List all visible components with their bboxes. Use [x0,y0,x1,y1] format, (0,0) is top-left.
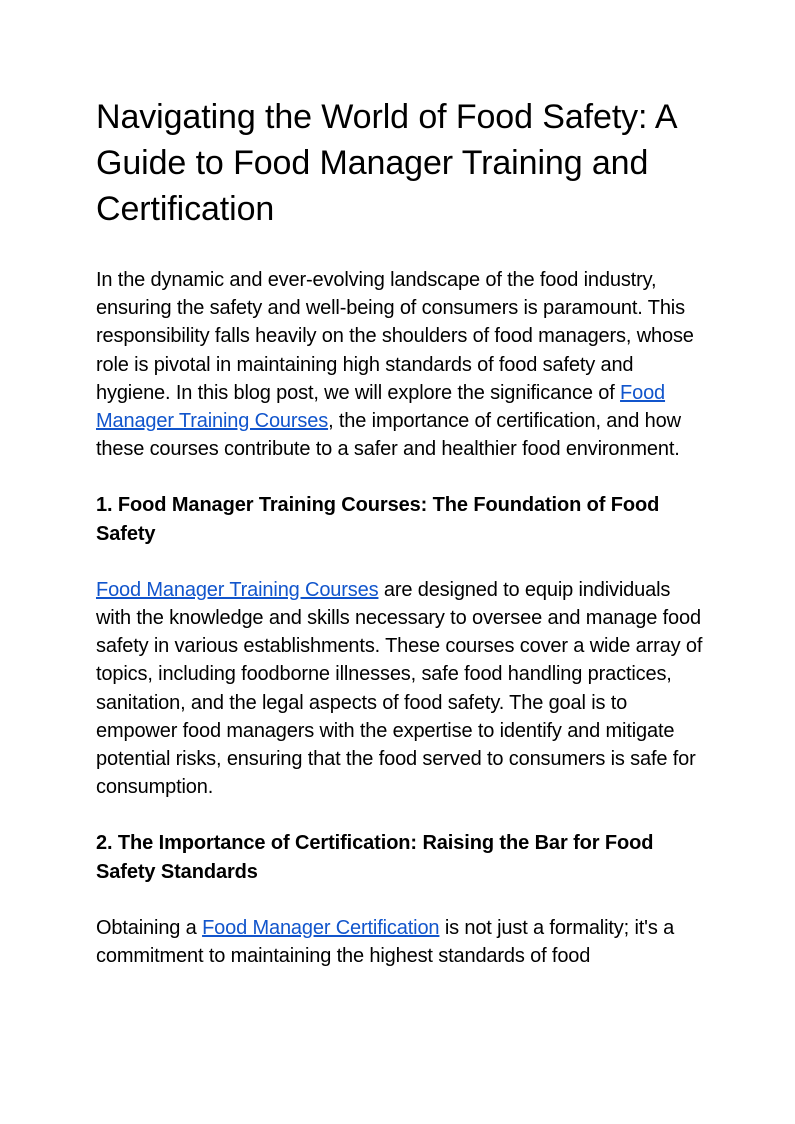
section-2-text-before-link: Obtaining a [96,916,203,939]
section-2-paragraph [96,914,706,970]
section-2-text-after-link: is not just a formality; it's a commitment to maintaining the highest standards of food [96,916,675,968]
section-1-text: are designed to equip individuals with the knowledge and skills necessary to oversee and manage food safety in various establishments. These courses cover a wide array of topics, including foodborne illnesses, safe food handling practices, sanitation, and the legal aspects of food safety. The goal is to empower food managers with the expertise to identify and mitigate potential risks, ensuring that the food served to consumers is safe for consumption. [96,578,703,799]
intro-text-before-link: In the dynamic and ever-evolving landscape of the food industry, ensuring the safety and well-being of consumers is paramount. This responsibility falls heavily on the shoulders of food managers, whose role is pivotal in maintaining high standards of food safety and hygiene. In this blog post, we will explore the significance of [96,269,694,404]
section-1-heading: 1. Food Manager Training Courses: The Foundation of Food Safety [96,494,660,545]
section-2-heading: 2. The Importance of Certification: Raising the Bar for Food Safety Standards [96,832,654,883]
intro-paragraph [96,266,706,463]
food-manager-training-courses-link[interactable]: Food Manager Training Courses [96,381,666,433]
page-title: Navigating the World of Food Safety: A Guide to Food Manager Training and Certification [96,98,676,228]
document-page [96,94,706,998]
food-manager-certification-link[interactable]: Food Manager Certification [202,916,440,939]
section-1-training-courses-link[interactable]: Food Manager Training Courses [96,578,379,601]
intro-text-after-link: , the importance of certification, and how these courses contribute to a safer and healthier food environment. [96,410,681,461]
section-1-paragraph [96,576,706,802]
